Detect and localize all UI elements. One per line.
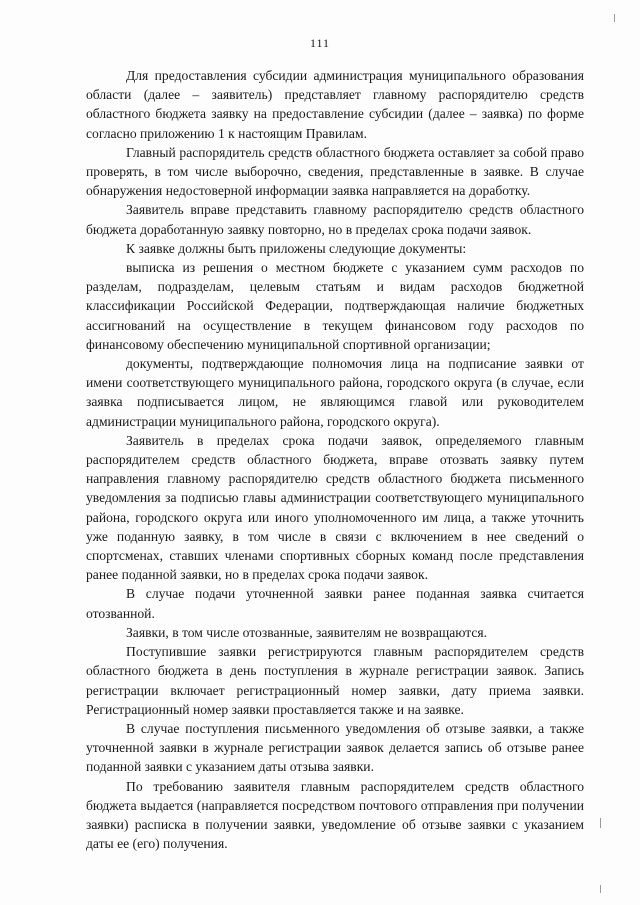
- page-number: 111: [309, 36, 331, 50]
- paragraph-withdrawal: Заявитель в пределах срока подачи заявок, определяемого главным распорядителем средств областного бюджета, вправе отозвать заявку путем направления главному распорядителю средств областного бюджета письменного уведомления за подписью главы администрации соответствующего муниципального района, городского округа или иного уполномоченного им лица, а также уточнить уже поданную заявку, в том числе в связи с включением в нее сведений о спортсменах, ставших членами спортивных сборных команд после представления ранее поданной заявки, но в пределах срока подачи заявок.: [86, 432, 584, 583]
- document-body: [86, 66, 584, 853]
- scan-artifact: [614, 14, 615, 22]
- paragraph-verification: Главный распорядитель средств областного бюджета оставляет за собой право проверять, в том числе выборочно, сведения, представленные в заявке. В случае обнаружения недостоверной информации заявка направляется на доработку.: [86, 144, 584, 199]
- paragraph-updated-application: В случае подачи уточненной заявки ранее поданная заявка считается отозванной.: [86, 586, 584, 621]
- scan-artifact: [600, 885, 601, 893]
- scan-artifact: [600, 818, 601, 828]
- paragraph-submission: Для предоставления субсидии администрация муниципального образования области (далее – заявитель) представляет главному распорядителю средств областного бюджета заявку на предоставление субсидии (далее – заявка) по форме согласно приложению 1 к настоящим Правилам.: [86, 68, 584, 141]
- paragraph-no-return: Заявки, в том числе отозванные, заявителям не возвращаются.: [126, 624, 488, 640]
- paragraph-authority-documents: документы, подтверждающие полномочия лица на подписание заявки от имени соответствующего муниципального района, городского округа (в случае, если заявка подписывается лицом, не являющимся главой или руководителем администрации муниципального района, городского округа).: [86, 356, 584, 429]
- paragraph-attachments-intro: К заявке должны быть приложены следующие документы:: [126, 240, 467, 256]
- paragraph-registration: Поступившие заявки регистрируются главным распорядителем средств областного бюджета в день поступления в журнале регистрации заявок. Запись регистрации включает регистрационный номер заявки, дату приема заявки. Регистрационный номер заявки проставляется также и на заявке.: [86, 644, 584, 717]
- paragraph-resubmission: Заявитель вправе представить главному распорядителю средств областного бюджета доработанную заявку повторно, но в пределах срока подачи заявок.: [86, 202, 584, 237]
- paragraph-receipt: По требованию заявителя главным распорядителем средств областного бюджета выдается (направляется посредством почтового отправления при получении заявки) расписка в получении заявки, уведомление об отзыве заявки с указанием даты ее (его) получения.: [86, 778, 584, 852]
- paragraph-budget-extract: выписка из решения о местном бюджете с указанием сумм расходов по разделам, подразделам, целевым статьям и видам расходов бюджетной классификации Российской Федерации, подтверждающая наличие бюджетных ассигнований на осуществление в текущем финансовом году расходов по финансовому обеспечению муниципальной спортивной организации;: [86, 260, 584, 352]
- paragraph-withdrawal-record: В случае поступления письменного уведомления об отзыве заявки, а также уточненной заявки в журнале регистрации заявок делается запись об отзыве ранее поданной заявки с указанием даты отзыва заявки.: [86, 720, 584, 775]
